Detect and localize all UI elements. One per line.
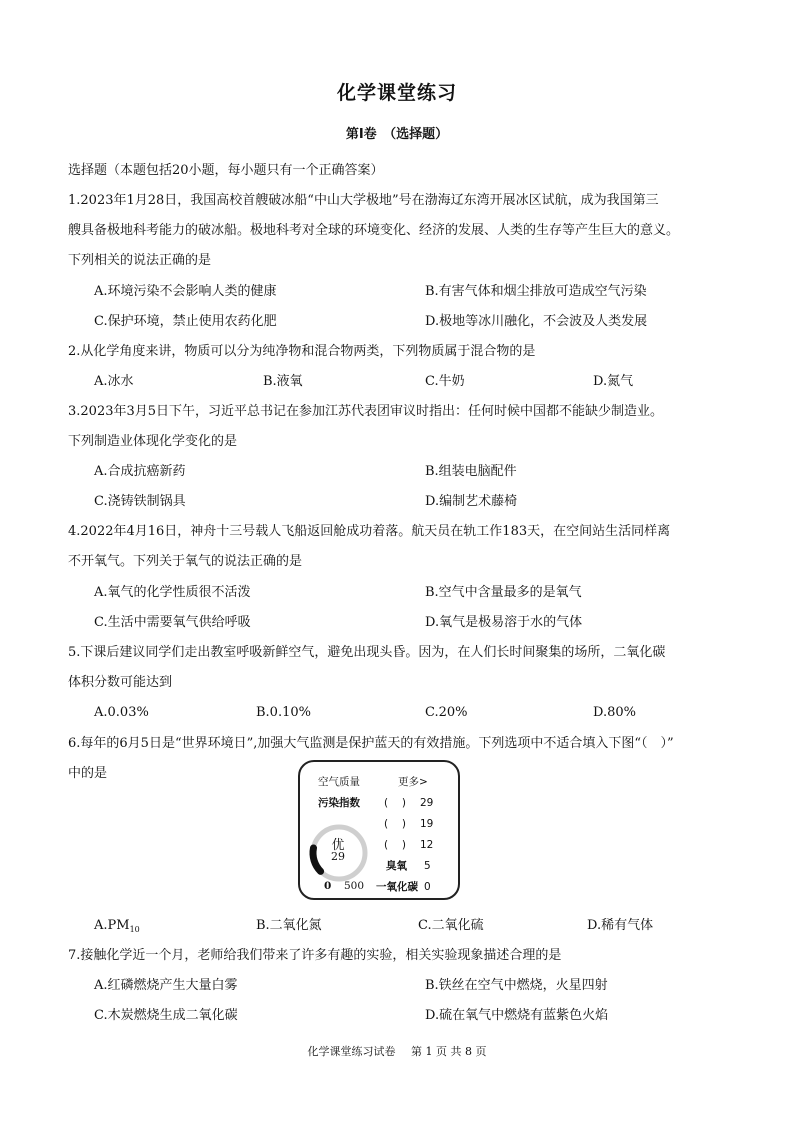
question-5-line-2: 体积分数可能达到	[68, 675, 173, 690]
question-1-option-b[interactable]: B.有害气体和烟尘排放可造成空气污染	[425, 284, 647, 299]
question-1-option-a[interactable]: A.环境污染不会影响人类的健康	[94, 284, 277, 299]
question-4-option-a[interactable]: A.氧气的化学性质很不活泼	[94, 585, 251, 600]
question-2-option-a[interactable]: A.冰水	[94, 374, 134, 389]
aq-row-3-label: ( )	[384, 839, 407, 851]
question-7-option-d[interactable]: D.硫在氧气中燃烧有蓝紫色火焰	[425, 1008, 609, 1023]
question-6-line-1: 6.每年的6月5日是“世界环境日”,加强大气监测是保护蓝天的有效措施。下列选项中不适合填入下图“（ ）”	[68, 736, 674, 751]
question-3-line-2: 下列制造业体现化学变化的是	[68, 434, 238, 449]
question-6-option-a[interactable]	[94, 917, 140, 939]
question-3-option-b[interactable]: B.组装电脑配件	[425, 464, 517, 479]
question-1-option-d[interactable]: D.极地等冰川融化，不会波及人类发展	[425, 314, 648, 329]
aq-row-2-label: ( )	[384, 818, 407, 830]
question-3-option-a[interactable]: A.合成抗癌新药	[94, 464, 186, 479]
question-4-option-c[interactable]: C.生活中需要氧气供给呼吸	[94, 615, 251, 630]
question-7-option-b[interactable]: B.铁丝在空气中燃烧，火星四射	[425, 978, 608, 993]
question-6-option-d[interactable]: D.稀有气体	[587, 918, 654, 933]
question-3-line-1: 3.2023年3月5日下午，习近平总书记在参加江苏代表团审议时指出：任何时候中国都不能缺少制造业。	[68, 404, 664, 419]
page-title: 化学课堂练习	[336, 82, 457, 104]
section-heading: 第Ⅰ卷 （选择题）	[345, 127, 449, 142]
question-6-option-a-text: A.PM	[94, 918, 130, 933]
question-3-option-c[interactable]: C.浇铸铁制锅具	[94, 494, 186, 509]
aq-gauge-fill	[313, 848, 321, 871]
aq-gauge-max: 500	[344, 880, 365, 892]
question-2-option-c[interactable]: C.牛奶	[425, 374, 465, 389]
question-6-option-a-subscript: 10	[129, 925, 140, 934]
question-5-option-d[interactable]: D.80%	[593, 705, 636, 720]
aq-row-1-label: ( )	[384, 797, 407, 809]
question-7-line-1: 7.接触化学近一个月，老师给我们带来了许多有趣的实验，相关实验现象描述合理的是	[68, 948, 562, 963]
question-2-option-d[interactable]: D.氮气	[593, 374, 634, 389]
air-quality-widget	[298, 760, 460, 900]
question-3-option-d[interactable]: D.编制艺术藤椅	[425, 494, 518, 509]
footer-exam-name: 化学课堂练习试卷	[307, 1045, 396, 1058]
question-4-option-d[interactable]: D.氧气是极易溶于水的气体	[425, 615, 583, 630]
aq-more-link[interactable]: 更多>	[398, 776, 428, 788]
question-7-option-c[interactable]: C.木炭燃烧生成二氧化碳	[94, 1008, 238, 1023]
aq-row-5-label: 一氧化碳	[376, 881, 418, 893]
instructions: 选择题（本题包括20小题，每小题只有一个正确答案）	[68, 163, 384, 178]
aq-gauge-label: 优	[331, 838, 345, 853]
aq-row-4-value: 5	[424, 860, 431, 872]
aq-header-left: 空气质量	[318, 776, 360, 788]
aq-row-3-value: 12	[420, 839, 434, 851]
question-2-line-1: 2.从化学角度来讲，物质可以分为纯净物和混合物两类，下列物质属于混合物的是	[68, 344, 536, 359]
question-7-option-a[interactable]: A.红磷燃烧产生大量白雾	[94, 978, 238, 993]
aq-row-2-value: 19	[420, 818, 434, 830]
aq-row-1-value: 29	[420, 797, 434, 809]
question-6-line-2: 中的是	[68, 766, 108, 781]
question-4-line-2: 不开氧气。下列关于氧气的说法正确的是	[68, 554, 303, 569]
aq-row-5-value: 0	[424, 881, 431, 893]
question-5-option-c[interactable]: C.20%	[425, 705, 468, 720]
question-1-line-2: 艘具备极地科考能力的破冰船。极地科考对全球的环境变化、经济的发展、人类的生存等产生巨大的意义。	[68, 223, 680, 238]
question-4-line-1: 4.2022年4月16日，神舟十三号载人飞船返回舱成功着落。航天员在轨工作183天，在空间站生活同样离	[68, 524, 671, 539]
question-1-option-c[interactable]: C.保护环境，禁止使用农药化肥	[94, 314, 277, 329]
aq-gauge-value: 29	[331, 850, 345, 863]
question-2-option-b[interactable]: B.液氧	[263, 374, 303, 389]
question-5-line-1: 5.下课后建议同学们走出教室呼吸新鲜空气，避免出现头昏。因为，在人们长时间聚集的场所，二氧化碳	[68, 645, 666, 660]
aq-gauge-min: 0	[324, 880, 332, 892]
question-4-option-b[interactable]: B.空气中含量最多的是氧气	[425, 585, 582, 600]
question-1-line-1: 1.2023年1月28日，我国高校首艘破冰船“中山大学极地”号在渤海辽东湾开展冰区试航，成为我国第三	[68, 193, 659, 208]
question-6-option-c[interactable]: C.二氧化硫	[418, 918, 484, 933]
aq-row-4-label: 臭氧	[386, 860, 407, 872]
aq-index-label: 污染指数	[318, 797, 360, 809]
question-6-option-b[interactable]: B.二氧化氮	[256, 918, 322, 933]
question-1-line-3: 下列相关的说法正确的是	[68, 253, 212, 268]
question-5-option-a[interactable]: A.0.03%	[94, 705, 149, 720]
page-footer	[0, 1043, 794, 1059]
footer-page-info: 第 1 页 共 8 页	[411, 1045, 487, 1058]
question-5-option-b[interactable]: B.0.10%	[256, 705, 311, 720]
